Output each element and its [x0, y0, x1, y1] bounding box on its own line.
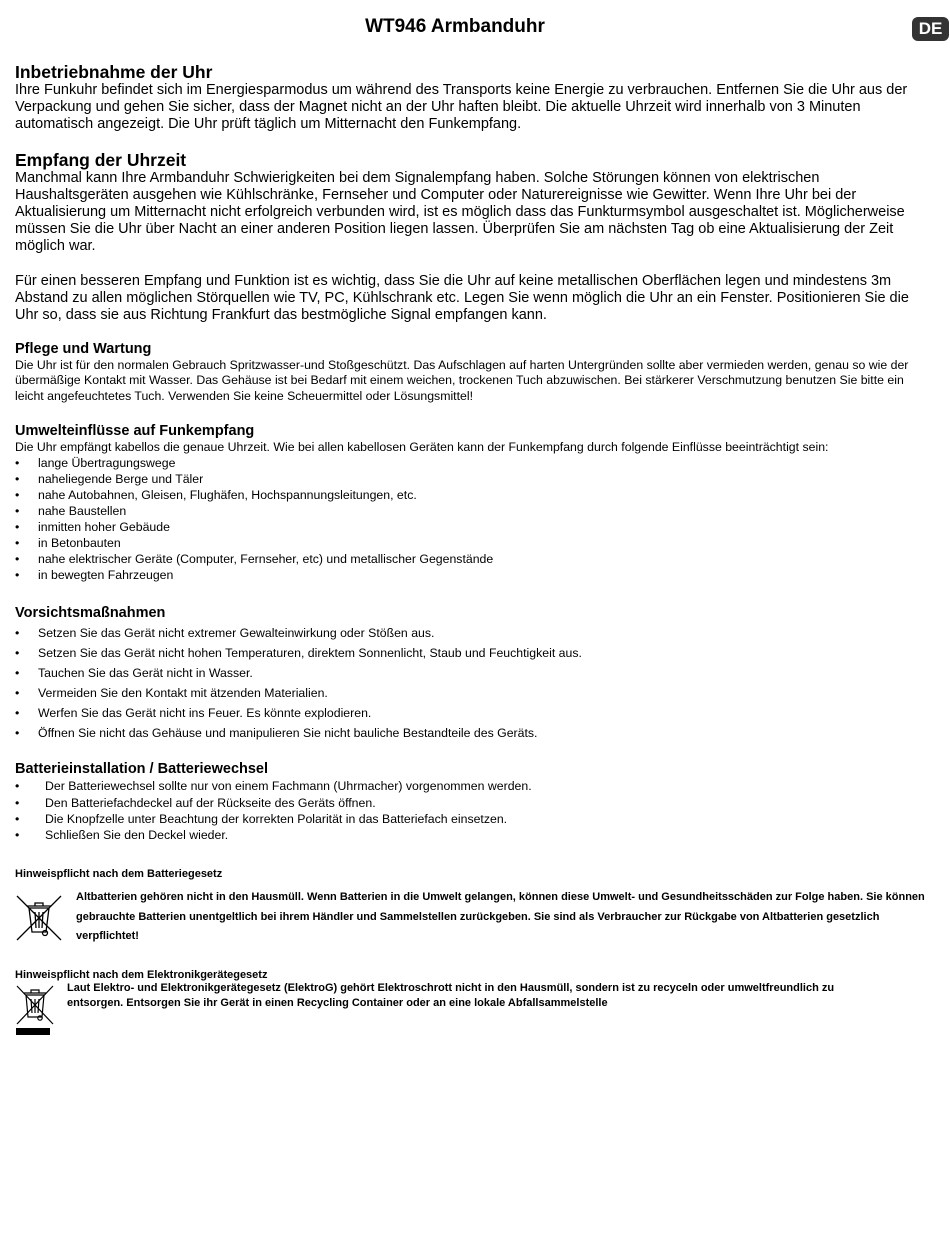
list-item: • Die Knopfzelle unter Beachtung der korrekten Polarität in das Batteriefach einsetzen. [15, 811, 935, 827]
heading-batterie: Batterieinstallation / Batteriewechsel [15, 761, 269, 778]
list-vorsicht [15, 624, 935, 743]
heading-elektrog: Hinweispflicht nach dem Elektronikgerätegesetz [15, 969, 268, 982]
notice-batteriegesetz [15, 888, 935, 947]
list-item: • Der Batteriewechsel sollte nur von einem Fachmann (Uhrmacher) vorgenommen werden. [15, 778, 935, 794]
list-item: • in bewegten Fahrzeugen [15, 567, 935, 583]
text-empfang-1: Manchmal kann Ihre Armbanduhr Schwierigkeiten bei dem Signalempfang haben. Solche Störungen können von elektrischen Haushaltsgeräten ausgehen wie Kühlschränke, Fernseher und Computer oder Naturereignisse wie Gewitter. Wenn Ihre Uhr bei der Aktualisierung um Mitternacht nicht erfolgreich verbunden wird, ist es möglich dass das Funkturmsymbol ausgeschaltet ist. Möglicherweise müssen Sie die Uhr über Nacht an einer anderen Position liegen lassen. Überprüfen Sie am nächsten Tag ob eine Aktualisierung der Zeit möglich war. [15, 169, 905, 255]
section-inbetriebnahme [15, 62, 935, 134]
heading-umwelt: Umwelteinflüsse auf Funkempfang [15, 422, 255, 439]
list-batterie [15, 778, 935, 843]
text-inbetriebnahme: Ihre Funkuhr befindet sich im Energiesparmodus um während des Transports keine Energie zu verbrauchen. Entfernen Sie die Uhr aus der Verpackung und gehen Sie sicher, dass der Magnet nicht an der Uhr haften bleibt. Die aktuelle Uhrzeit wird innerhalb von 3 Minuten automatisch angezeigt. Die Uhr prüft täglich um Mitternacht den Funkempfang. [15, 82, 908, 133]
section-batterie [15, 761, 935, 843]
notice-elektrog [15, 982, 935, 1042]
list-item: • Werfen Sie das Gerät nicht ins Feuer. Es könnte explodieren. [15, 704, 935, 724]
list-item: • Vermeiden Sie den Kontakt mit ätzenden Materialien. [15, 684, 935, 704]
section-elektrog [15, 968, 935, 1042]
heading-batteriegesetz: Hinweispflicht nach dem Batteriegesetz [15, 868, 223, 881]
list-item: • Öffnen Sie nicht das Gehäuse und manipulieren Sie nicht bauliche Bestandteile des Geräts. [15, 724, 935, 744]
list-item: • Den Batteriefachdeckel auf der Rückseite des Geräts öffnen. [15, 795, 935, 811]
list-item: • Tauchen Sie das Gerät nicht in Wasser. [15, 664, 935, 684]
list-item: • naheliegende Berge und Täler [15, 471, 935, 487]
list-item: • nahe elektrischer Geräte (Computer, Fernseher, etc) und metallischer Gegenstände [15, 551, 935, 567]
list-item: • Schließen Sie den Deckel wieder. [15, 827, 935, 843]
crossed-bin-icon [15, 894, 76, 947]
text-batteriegesetz: Altbatterien gehören nicht in den Hausmüll. Wenn Batterien in die Umwelt gelangen, können diese Umwelt- und Gesundheitsschäden zur Folge haben. Sie können gebrauchte Batterien unentgeltlich bei ihrem Händler und Sammelstellen zurückgeben. Sie sind als Verbraucher zur Rückgabe von Altbatterien gesetzlich verpflichtet! [76, 891, 925, 942]
list-item: • in Betonbauten [15, 535, 935, 551]
text-empfang-2: Für einen besseren Empfang und Funktion ist es wichtig, dass Sie die Uhr auf keine metallischen Oberflächen legen und mindestens 3m Abstand zu allen möglichen Störquellen wie TV, PC, Kühlschrank etc. Legen Sie wenn möglich die Uhr an ein Fenster. Positionieren Sie die Uhr so, dass sie aus Richtung Frankfurt das bestmögliche Signal empfangen kann. [15, 272, 909, 324]
page-title: WT946 Armbanduhr [365, 16, 545, 37]
list-umwelt [15, 455, 935, 583]
list-item: • nahe Autobahnen, Gleisen, Flughäfen, Hochspannungsleitungen, etc. [15, 487, 935, 503]
text-pflege: Die Uhr ist für den normalen Gebrauch Spritzwasser-und Stoßgeschützt. Das Aufschlagen auf harten Untergründen sollte aber vermieden werden, genau so wie der übermäßige Kontakt mit Wasser. Das Gehäuse ist bei Bedarf mit einem weichen, trockenen Tuch abzuwischen. Bei stärkerer Verschmutzung benutzen Sie bitte ein leicht angefeuchtetes Tuch. Verwenden Sie keine Scheuermittel oder Lösungsmittel! [15, 358, 909, 403]
text-elektrog: Laut Elektro- und Elektronikgerätegesetz (ElektroG) gehört Elektroschrott nicht in den Hausmüll, sondern ist zu recyceln oder umweltfreundlich zu entsorgen. Entsorgen Sie ihr Gerät in einen Recycling Container oder an eine lokale Abfallsammelstelle [67, 982, 835, 1009]
weee-bin-icon [15, 983, 67, 1042]
list-item: • inmitten hoher Gebäude [15, 519, 935, 535]
section-batteriegesetz [15, 867, 935, 947]
list-item: • nahe Baustellen [15, 503, 935, 519]
section-empfang [15, 150, 935, 325]
document-body [15, 62, 935, 1042]
text-umwelt-intro: Die Uhr empfängt kabellos die genaue Uhrzeit. Wie bei allen kabellosen Geräten kann der Funkempfang durch folgende Einflüsse beeinträchtigt sein: [15, 439, 829, 454]
list-item: • Setzen Sie das Gerät nicht hohen Temperaturen, direktem Sonnenlicht, Staub und Feuchtigkeit aus. [15, 644, 935, 664]
heading-empfang: Empfang der Uhrzeit [15, 149, 187, 170]
language-badge: DE [912, 17, 949, 41]
section-pflege [15, 341, 935, 404]
section-umwelt [15, 423, 935, 583]
list-item: • lange Übertragungswege [15, 455, 935, 471]
list-item: • Setzen Sie das Gerät nicht extremer Gewalteinwirkung oder Stößen aus. [15, 624, 935, 644]
heading-inbetriebnahme: Inbetriebnahme der Uhr [15, 62, 213, 82]
heading-vorsicht: Vorsichtsmaßnahmen [15, 605, 166, 622]
section-vorsicht [15, 605, 935, 743]
heading-pflege: Pflege und Wartung [15, 341, 152, 358]
